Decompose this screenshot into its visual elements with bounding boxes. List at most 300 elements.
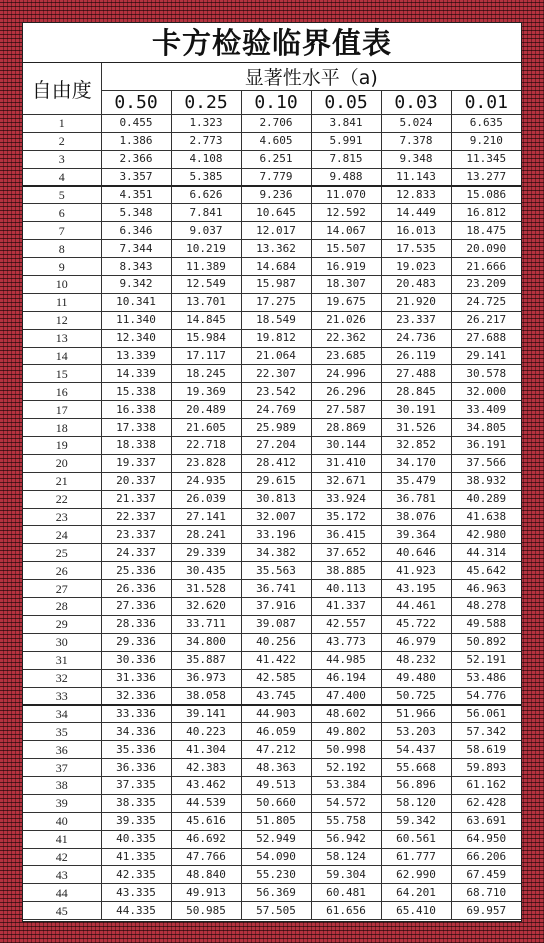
critical-value-cell: 45.616: [171, 812, 241, 830]
critical-value-cell: 22.718: [171, 437, 241, 455]
df-cell: 27: [23, 580, 101, 598]
critical-value-cell: 38.932: [451, 472, 521, 490]
table-row: [23, 276, 521, 294]
critical-value-cell: 10.219: [171, 240, 241, 258]
critical-value-cell: 62.428: [451, 794, 521, 812]
df-cell: 5: [23, 186, 101, 204]
critical-value-cell: 32.671: [311, 472, 381, 490]
alpha-header: 0.50: [101, 91, 171, 115]
critical-value-cell: 34.805: [451, 419, 521, 437]
critical-value-cell: 7.779: [241, 168, 311, 186]
df-cell: 15: [23, 365, 101, 383]
critical-value-cell: 7.344: [101, 240, 171, 258]
df-cell: 9: [23, 258, 101, 276]
critical-value-cell: 25.989: [241, 419, 311, 437]
critical-value-cell: 42.335: [101, 866, 171, 884]
critical-value-cell: 41.335: [101, 848, 171, 866]
df-cell: 36: [23, 741, 101, 759]
df-cell: 3: [23, 150, 101, 168]
critical-value-cell: 26.119: [381, 347, 451, 365]
critical-value-cell: 14.845: [171, 311, 241, 329]
df-cell: 13: [23, 329, 101, 347]
df-cell: 16: [23, 383, 101, 401]
critical-value-cell: 9.037: [171, 222, 241, 240]
critical-value-cell: 32.007: [241, 508, 311, 526]
critical-value-cell: 53.486: [451, 669, 521, 687]
critical-value-cell: 14.449: [381, 204, 451, 222]
df-cell: 20: [23, 454, 101, 472]
critical-value-cell: 28.241: [171, 526, 241, 544]
critical-value-cell: 54.090: [241, 848, 311, 866]
table-row: [23, 401, 521, 419]
critical-value-cell: 12.592: [311, 204, 381, 222]
critical-value-cell: 47.212: [241, 741, 311, 759]
critical-value-cell: 34.336: [101, 723, 171, 741]
table-row: [23, 884, 521, 902]
critical-value-cell: 43.462: [171, 776, 241, 794]
critical-value-cell: 67.459: [451, 866, 521, 884]
critical-value-cell: 55.758: [311, 812, 381, 830]
df-cell: 35: [23, 723, 101, 741]
critical-value-cell: 69.957: [451, 902, 521, 920]
critical-value-cell: 36.781: [381, 490, 451, 508]
critical-value-cell: 37.652: [311, 544, 381, 562]
critical-value-cell: 35.172: [311, 508, 381, 526]
table-row: [23, 472, 521, 490]
critical-value-cell: 12.833: [381, 186, 451, 204]
table-row: [23, 741, 521, 759]
df-cell: 39: [23, 794, 101, 812]
critical-value-cell: 64.950: [451, 830, 521, 848]
df-cell: 6: [23, 204, 101, 222]
critical-value-cell: 45.642: [451, 562, 521, 580]
table-row: [23, 419, 521, 437]
critical-value-cell: 40.289: [451, 490, 521, 508]
alpha-header: 0.03: [381, 91, 451, 115]
critical-value-cell: 27.587: [311, 401, 381, 419]
critical-value-cell: 32.620: [171, 598, 241, 616]
critical-value-cell: 18.549: [241, 311, 311, 329]
table-row: [23, 759, 521, 777]
critical-value-cell: 13.339: [101, 347, 171, 365]
critical-value-cell: 47.766: [171, 848, 241, 866]
critical-value-cell: 9.210: [451, 132, 521, 150]
critical-value-cell: 19.023: [381, 258, 451, 276]
critical-value-cell: 49.588: [451, 615, 521, 633]
critical-value-cell: 30.813: [241, 490, 311, 508]
critical-value-cell: 20.483: [381, 276, 451, 294]
critical-value-cell: 51.805: [241, 812, 311, 830]
critical-value-cell: 33.336: [101, 705, 171, 723]
critical-value-cell: 11.143: [381, 168, 451, 186]
table-row: [23, 776, 521, 794]
critical-value-cell: 27.141: [171, 508, 241, 526]
table-row: [23, 437, 521, 455]
table-row: [23, 258, 521, 276]
critical-value-cell: 29.339: [171, 544, 241, 562]
critical-value-table: [23, 63, 521, 920]
critical-value-cell: 40.335: [101, 830, 171, 848]
df-cell: 19: [23, 437, 101, 455]
critical-value-cell: 3.357: [101, 168, 171, 186]
table-row: [23, 311, 521, 329]
critical-value-cell: 30.144: [311, 437, 381, 455]
critical-value-cell: 37.335: [101, 776, 171, 794]
critical-value-cell: 35.336: [101, 741, 171, 759]
df-cell: 34: [23, 705, 101, 723]
critical-value-cell: 21.605: [171, 419, 241, 437]
table-row: [23, 490, 521, 508]
df-cell: 38: [23, 776, 101, 794]
critical-value-cell: 7.841: [171, 204, 241, 222]
critical-value-cell: 55.668: [381, 759, 451, 777]
critical-value-cell: 24.996: [311, 365, 381, 383]
critical-value-cell: 40.646: [381, 544, 451, 562]
critical-value-cell: 42.980: [451, 526, 521, 544]
df-cell: 1: [23, 115, 101, 133]
critical-value-cell: 63.691: [451, 812, 521, 830]
critical-value-cell: 6.346: [101, 222, 171, 240]
critical-value-cell: 4.605: [241, 132, 311, 150]
critical-value-cell: 24.736: [381, 329, 451, 347]
critical-value-cell: 31.526: [381, 419, 451, 437]
critical-value-cell: 25.336: [101, 562, 171, 580]
critical-value-cell: 53.384: [311, 776, 381, 794]
df-cell: 43: [23, 866, 101, 884]
critical-value-cell: 23.209: [451, 276, 521, 294]
critical-value-cell: 33.196: [241, 526, 311, 544]
critical-value-cell: 29.336: [101, 633, 171, 651]
critical-value-cell: 18.307: [311, 276, 381, 294]
critical-value-cell: 28.336: [101, 615, 171, 633]
table-row: [23, 902, 521, 920]
critical-value-cell: 56.896: [381, 776, 451, 794]
critical-value-cell: 38.076: [381, 508, 451, 526]
df-column-header: 自由度: [23, 63, 101, 115]
critical-value-cell: 0.455: [101, 115, 171, 133]
df-cell: 22: [23, 490, 101, 508]
critical-value-cell: 51.966: [381, 705, 451, 723]
critical-value-cell: 16.013: [381, 222, 451, 240]
critical-value-cell: 30.435: [171, 562, 241, 580]
critical-value-cell: 41.638: [451, 508, 521, 526]
critical-value-cell: 56.369: [241, 884, 311, 902]
table-row: [23, 115, 521, 133]
critical-value-cell: 6.626: [171, 186, 241, 204]
df-cell: 40: [23, 812, 101, 830]
critical-value-cell: 39.141: [171, 705, 241, 723]
critical-value-cell: 49.802: [311, 723, 381, 741]
critical-value-cell: 1.323: [171, 115, 241, 133]
critical-value-cell: 15.507: [311, 240, 381, 258]
alpha-header: 0.10: [241, 91, 311, 115]
critical-value-cell: 54.572: [311, 794, 381, 812]
critical-value-cell: 62.990: [381, 866, 451, 884]
critical-value-cell: 13.362: [241, 240, 311, 258]
critical-value-cell: 48.232: [381, 651, 451, 669]
df-cell: 29: [23, 615, 101, 633]
critical-value-cell: 28.869: [311, 419, 381, 437]
df-cell: 32: [23, 669, 101, 687]
df-cell: 14: [23, 347, 101, 365]
critical-value-cell: 23.337: [101, 526, 171, 544]
critical-value-cell: 48.840: [171, 866, 241, 884]
table-row: [23, 365, 521, 383]
critical-value-cell: 21.026: [311, 311, 381, 329]
table-row: [23, 794, 521, 812]
critical-value-cell: 19.812: [241, 329, 311, 347]
critical-value-cell: 43.335: [101, 884, 171, 902]
critical-value-cell: 44.461: [381, 598, 451, 616]
critical-value-cell: 1.386: [101, 132, 171, 150]
critical-value-cell: 15.984: [171, 329, 241, 347]
critical-value-cell: 41.422: [241, 651, 311, 669]
critical-value-cell: 24.725: [451, 293, 521, 311]
critical-value-cell: 20.489: [171, 401, 241, 419]
critical-value-cell: 39.335: [101, 812, 171, 830]
table-row: [23, 383, 521, 401]
critical-value-cell: 11.070: [311, 186, 381, 204]
critical-value-cell: 42.383: [171, 759, 241, 777]
critical-value-cell: 30.191: [381, 401, 451, 419]
critical-value-cell: 44.903: [241, 705, 311, 723]
critical-value-cell: 52.191: [451, 651, 521, 669]
table-row: [23, 651, 521, 669]
critical-value-cell: 61.656: [311, 902, 381, 920]
table-row: [23, 705, 521, 723]
critical-value-cell: 11.345: [451, 150, 521, 168]
critical-value-cell: 35.479: [381, 472, 451, 490]
table-row: [23, 669, 521, 687]
critical-value-cell: 43.745: [241, 687, 311, 705]
critical-value-cell: 52.949: [241, 830, 311, 848]
critical-value-cell: 10.341: [101, 293, 171, 311]
critical-value-cell: 39.087: [241, 615, 311, 633]
critical-value-cell: 5.991: [311, 132, 381, 150]
critical-value-cell: 50.725: [381, 687, 451, 705]
critical-value-cell: 10.645: [241, 204, 311, 222]
critical-value-cell: 28.412: [241, 454, 311, 472]
critical-value-cell: 64.201: [381, 884, 451, 902]
critical-value-cell: 17.117: [171, 347, 241, 365]
critical-value-cell: 31.336: [101, 669, 171, 687]
critical-value-cell: 27.336: [101, 598, 171, 616]
critical-value-cell: 53.203: [381, 723, 451, 741]
critical-value-cell: 28.845: [381, 383, 451, 401]
table-row: [23, 562, 521, 580]
critical-value-cell: 34.800: [171, 633, 241, 651]
critical-value-cell: 38.335: [101, 794, 171, 812]
critical-value-cell: 2.706: [241, 115, 311, 133]
critical-value-cell: 40.256: [241, 633, 311, 651]
critical-value-cell: 48.602: [311, 705, 381, 723]
critical-value-cell: 50.985: [171, 902, 241, 920]
critical-value-cell: 59.893: [451, 759, 521, 777]
df-cell: 26: [23, 562, 101, 580]
critical-value-cell: 22.362: [311, 329, 381, 347]
critical-value-cell: 11.389: [171, 258, 241, 276]
critical-value-cell: 24.935: [171, 472, 241, 490]
critical-value-cell: 37.566: [451, 454, 521, 472]
critical-value-cell: 24.769: [241, 401, 311, 419]
critical-value-cell: 38.058: [171, 687, 241, 705]
table-row: [23, 580, 521, 598]
df-cell: 7: [23, 222, 101, 240]
significance-level-header: 显著性水平（a): [101, 63, 521, 91]
critical-value-cell: 44.539: [171, 794, 241, 812]
critical-value-cell: 27.488: [381, 365, 451, 383]
critical-value-cell: 36.415: [311, 526, 381, 544]
critical-value-cell: 23.685: [311, 347, 381, 365]
critical-value-cell: 14.067: [311, 222, 381, 240]
table-body: [23, 115, 521, 920]
critical-value-cell: 36.336: [101, 759, 171, 777]
critical-value-cell: 18.475: [451, 222, 521, 240]
critical-value-cell: 59.304: [311, 866, 381, 884]
critical-value-cell: 60.561: [381, 830, 451, 848]
critical-value-cell: 8.343: [101, 258, 171, 276]
critical-value-cell: 41.923: [381, 562, 451, 580]
critical-value-cell: 46.963: [451, 580, 521, 598]
table-row: [23, 347, 521, 365]
critical-value-cell: 17.535: [381, 240, 451, 258]
critical-value-cell: 29.615: [241, 472, 311, 490]
critical-value-cell: 43.195: [381, 580, 451, 598]
chi-square-table-sheet: [22, 22, 522, 922]
critical-value-cell: 49.913: [171, 884, 241, 902]
critical-value-cell: 44.335: [101, 902, 171, 920]
critical-value-cell: 7.815: [311, 150, 381, 168]
critical-value-cell: 56.061: [451, 705, 521, 723]
critical-value-cell: 41.337: [311, 598, 381, 616]
table-row: [23, 508, 521, 526]
alpha-header: 0.05: [311, 91, 381, 115]
critical-value-cell: 17.338: [101, 419, 171, 437]
table-row: [23, 150, 521, 168]
table-row: [23, 812, 521, 830]
critical-value-cell: 36.191: [451, 437, 521, 455]
critical-value-cell: 34.170: [381, 454, 451, 472]
table-title: 卡方检验临界值表: [23, 23, 521, 63]
df-cell: 37: [23, 759, 101, 777]
critical-value-cell: 30.336: [101, 651, 171, 669]
critical-value-cell: 19.675: [311, 293, 381, 311]
df-cell: 44: [23, 884, 101, 902]
critical-value-cell: 32.000: [451, 383, 521, 401]
critical-value-cell: 4.108: [171, 150, 241, 168]
critical-value-cell: 47.400: [311, 687, 381, 705]
critical-value-cell: 58.120: [381, 794, 451, 812]
df-cell: 28: [23, 598, 101, 616]
critical-value-cell: 49.480: [381, 669, 451, 687]
critical-value-cell: 60.481: [311, 884, 381, 902]
critical-value-cell: 33.711: [171, 615, 241, 633]
critical-value-cell: 38.885: [311, 562, 381, 580]
critical-value-cell: 61.162: [451, 776, 521, 794]
table-row: [23, 454, 521, 472]
table-row: [23, 598, 521, 616]
critical-value-cell: 12.340: [101, 329, 171, 347]
table-row: [23, 633, 521, 651]
critical-value-cell: 9.342: [101, 276, 171, 294]
critical-value-cell: 26.039: [171, 490, 241, 508]
critical-value-cell: 21.337: [101, 490, 171, 508]
critical-value-cell: 50.892: [451, 633, 521, 651]
table-row: [23, 240, 521, 258]
alpha-header: 0.01: [451, 91, 521, 115]
table-row: [23, 830, 521, 848]
critical-value-cell: 42.557: [311, 615, 381, 633]
critical-value-cell: 18.338: [101, 437, 171, 455]
critical-value-cell: 31.410: [311, 454, 381, 472]
table-row: [23, 723, 521, 741]
critical-value-cell: 23.542: [241, 383, 311, 401]
critical-value-cell: 54.776: [451, 687, 521, 705]
critical-value-cell: 48.363: [241, 759, 311, 777]
header-row-significance: [23, 63, 521, 91]
critical-value-cell: 40.223: [171, 723, 241, 741]
critical-value-cell: 54.437: [381, 741, 451, 759]
critical-value-cell: 44.985: [311, 651, 381, 669]
critical-value-cell: 2.773: [171, 132, 241, 150]
critical-value-cell: 14.684: [241, 258, 311, 276]
critical-value-cell: 33.924: [311, 490, 381, 508]
table-row: [23, 168, 521, 186]
critical-value-cell: 35.887: [171, 651, 241, 669]
critical-value-cell: 46.194: [311, 669, 381, 687]
critical-value-cell: 13.701: [171, 293, 241, 311]
df-cell: 33: [23, 687, 101, 705]
critical-value-cell: 5.024: [381, 115, 451, 133]
critical-value-cell: 19.337: [101, 454, 171, 472]
critical-value-cell: 29.141: [451, 347, 521, 365]
critical-value-cell: 46.979: [381, 633, 451, 651]
critical-value-cell: 48.278: [451, 598, 521, 616]
critical-value-cell: 18.245: [171, 365, 241, 383]
critical-value-cell: 12.017: [241, 222, 311, 240]
table-row: [23, 544, 521, 562]
critical-value-cell: 12.549: [171, 276, 241, 294]
critical-value-cell: 21.920: [381, 293, 451, 311]
critical-value-cell: 41.304: [171, 741, 241, 759]
critical-value-cell: 43.773: [311, 633, 381, 651]
critical-value-cell: 13.277: [451, 168, 521, 186]
critical-value-cell: 23.337: [381, 311, 451, 329]
table-row: [23, 186, 521, 204]
table-row: [23, 132, 521, 150]
critical-value-cell: 21.064: [241, 347, 311, 365]
critical-value-cell: 5.385: [171, 168, 241, 186]
critical-value-cell: 40.113: [311, 580, 381, 598]
df-cell: 21: [23, 472, 101, 490]
critical-value-cell: 27.688: [451, 329, 521, 347]
critical-value-cell: 37.916: [241, 598, 311, 616]
critical-value-cell: 36.741: [241, 580, 311, 598]
df-cell: 45: [23, 902, 101, 920]
df-cell: 4: [23, 168, 101, 186]
df-cell: 24: [23, 526, 101, 544]
critical-value-cell: 3.841: [311, 115, 381, 133]
df-cell: 42: [23, 848, 101, 866]
critical-value-cell: 32.852: [381, 437, 451, 455]
critical-value-cell: 55.230: [241, 866, 311, 884]
critical-value-cell: 57.342: [451, 723, 521, 741]
critical-value-cell: 16.812: [451, 204, 521, 222]
critical-value-cell: 34.382: [241, 544, 311, 562]
critical-value-cell: 22.337: [101, 508, 171, 526]
df-cell: 41: [23, 830, 101, 848]
critical-value-cell: 11.340: [101, 311, 171, 329]
